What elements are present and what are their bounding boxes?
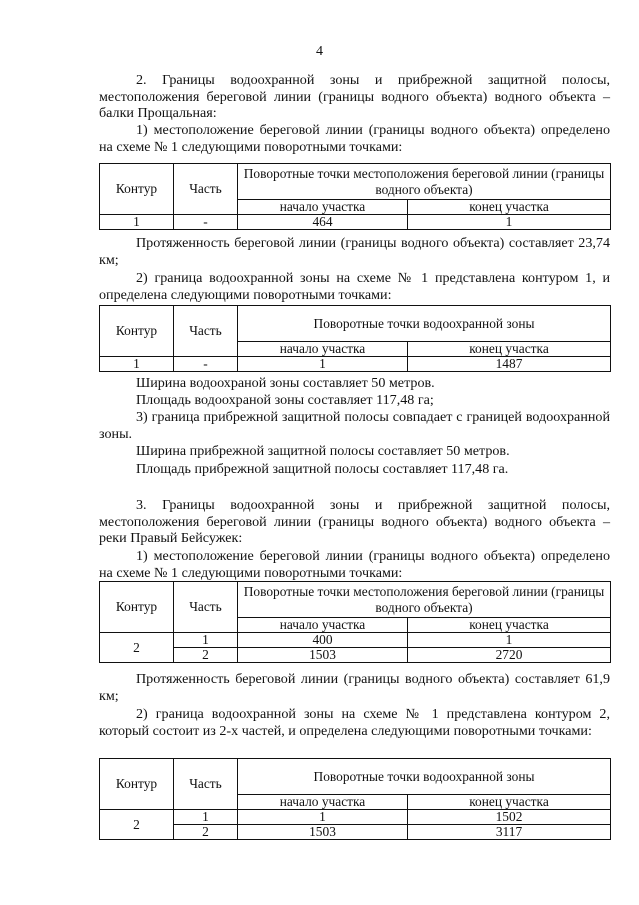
cell-part: 2 [174, 825, 238, 840]
cell-start: 1503 [238, 648, 408, 663]
table-row [100, 215, 611, 230]
cell-start: 1 [238, 357, 408, 372]
section-3-shoreline-length: Протяженность береговой линии (границы водного объекта) составляет 61,9 км; [99, 671, 610, 704]
table-row [100, 810, 611, 825]
section-3-water-zone-table [99, 758, 611, 840]
col-header-part: Часть [174, 306, 238, 357]
section-3-item-2: 2) граница водоохранной зоны на схеме № 1 представлена контуром 2, который состоит из 2-х частей, и определена следующими поворотными точками: [99, 706, 610, 739]
col-header-points: Поворотные точки водоохранной зоны [238, 306, 611, 342]
cell-contour: 2 [100, 633, 174, 663]
section-2-heading: 2. Границы водоохранной зоны и прибрежной защитной полосы, местоположения береговой линии (границы водного объекта) водного объекта – балки Прощальная: [99, 72, 610, 122]
cell-part: - [174, 215, 238, 230]
section-3-item-1: 1) местоположение береговой линии (границы водного объекта) определено на схеме № 1 следующими поворотными точками: [99, 548, 610, 581]
col-header-points: Поворотные точки водоохранной зоны [238, 759, 611, 795]
cell-start: 400 [238, 633, 408, 648]
section-3-shoreline-table [99, 581, 611, 663]
section-2-item-2: 2) граница водоохранной зоны на схеме № 1 представлена контуром 1, и определена следующими поворотными точками: [99, 270, 610, 303]
cell-end: 1502 [408, 810, 611, 825]
col-header-part: Часть [174, 582, 238, 633]
col-header-end: конец участка [408, 795, 611, 810]
col-header-points: Поворотные точки местоположения береговой линии (границы водного объекта) [238, 164, 611, 200]
cell-start: 1 [238, 810, 408, 825]
col-header-end: конец участка [408, 618, 611, 633]
col-header-end: конец участка [408, 342, 611, 357]
section-3-heading: 3. Границы водоохранной зоны и прибрежной защитной полосы, местоположения береговой линии (границы водного объекта) водного объекта – реки Правый Бейсужек: [99, 497, 610, 547]
col-header-start: начало участка [238, 200, 408, 215]
cell-contour: 1 [100, 357, 174, 372]
section-2-zone-width: Ширина водоохраной зоны составляет 50 метров. [136, 375, 435, 391]
section-2-item-3: 3) граница прибрежной защитной полосы совпадает с границей водоохранной зоны. [99, 409, 610, 442]
table-row [100, 648, 611, 663]
cell-part: 1 [174, 633, 238, 648]
section-2-strip-width: Ширина прибрежной защитной полосы составляет 50 метров. [136, 443, 510, 459]
cell-end: 1487 [408, 357, 611, 372]
section-2-strip-area: Площадь прибрежной защитной полосы составляет 117,48 га. [136, 461, 509, 477]
cell-part: - [174, 357, 238, 372]
cell-end: 1 [408, 215, 611, 230]
section-2-water-zone-table [99, 305, 611, 372]
col-header-start: начало участка [238, 795, 408, 810]
section-2-shoreline-length: Протяженность береговой линии (границы водного объекта) составляет 23,74 км; [99, 235, 610, 268]
col-header-contour: Контур [100, 582, 174, 633]
col-header-end: конец участка [408, 200, 611, 215]
cell-contour: 2 [100, 810, 174, 840]
section-2-shoreline-table [99, 163, 611, 230]
table-row [100, 633, 611, 648]
col-header-part: Часть [174, 759, 238, 810]
cell-end: 3117 [408, 825, 611, 840]
section-2-item-1: 1) местоположение береговой линии (границы водного объекта) определено на схеме № 1 следующими поворотными точками: [99, 122, 610, 155]
col-header-contour: Контур [100, 164, 174, 215]
table-row [100, 825, 611, 840]
cell-start: 464 [238, 215, 408, 230]
cell-part: 2 [174, 648, 238, 663]
col-header-start: начало участка [238, 618, 408, 633]
cell-end: 2720 [408, 648, 611, 663]
col-header-part: Часть [174, 164, 238, 215]
col-header-contour: Контур [100, 306, 174, 357]
cell-contour: 1 [100, 215, 174, 230]
cell-part: 1 [174, 810, 238, 825]
cell-end: 1 [408, 633, 611, 648]
col-header-contour: Контур [100, 759, 174, 810]
page-number: 4 [316, 44, 323, 59]
col-header-points: Поворотные точки местоположения береговой линии (границы водного объекта) [238, 582, 611, 618]
table-row [100, 357, 611, 372]
cell-start: 1503 [238, 825, 408, 840]
section-2-zone-area: Площадь водоохраной зоны составляет 117,48 га; [136, 392, 434, 408]
col-header-start: начало участка [238, 342, 408, 357]
